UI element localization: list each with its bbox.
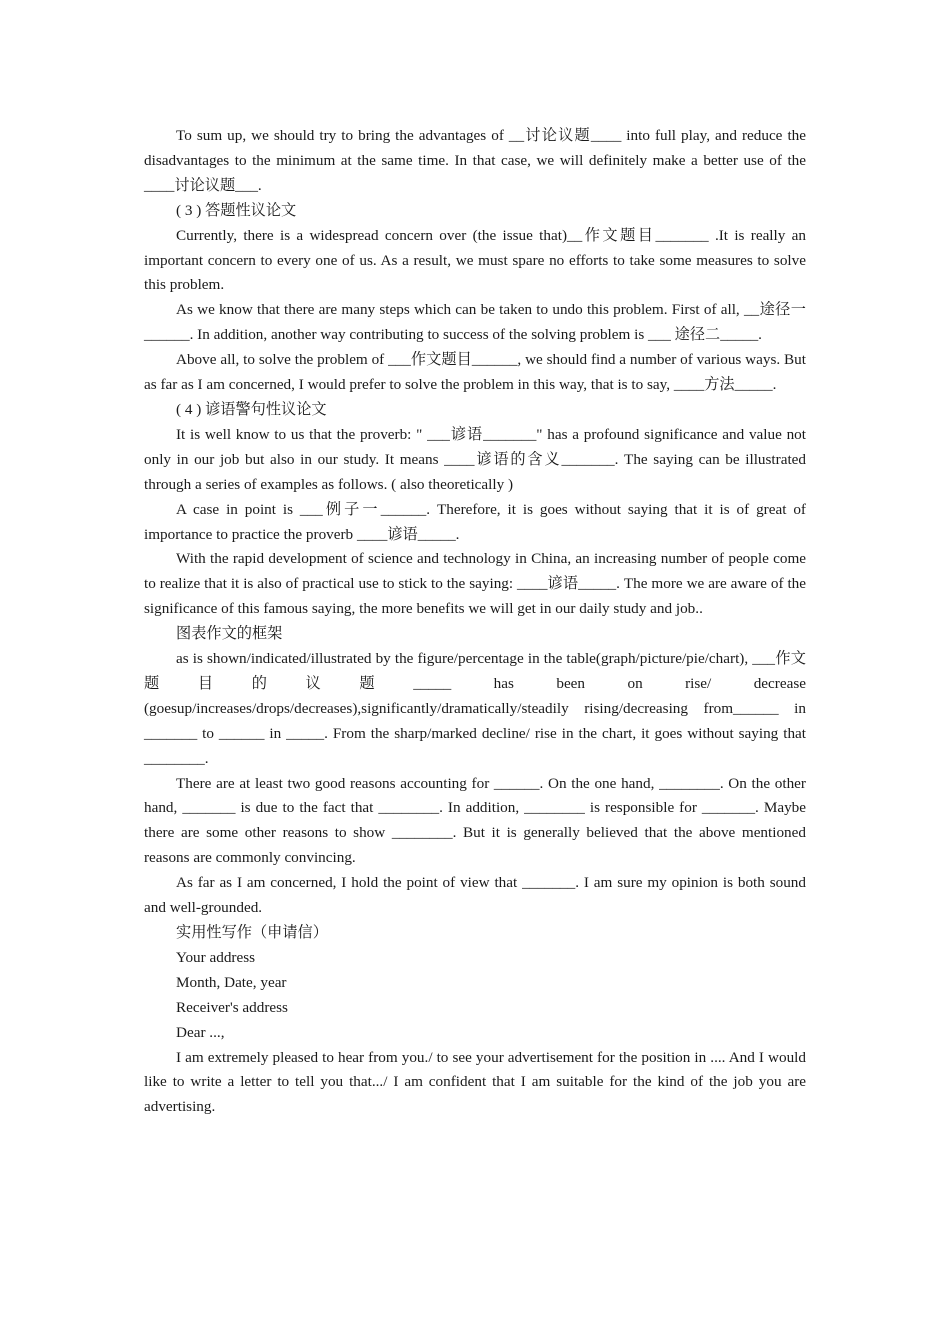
letter-date: Month, Date, year	[176, 973, 287, 991]
paragraph-proverb: It is well know to us that the proverb: " ___谚语_______" has a profound significance and value not only in our job but also in our study. It means ____谚语的含义_______. The saying can be illustrated through a series of examples as follows. ( also theoretically )	[144, 425, 806, 493]
letter-salutation: Dear ...,	[176, 1023, 225, 1041]
section-heading-3: ( 3 ) 答题性议论文	[176, 201, 297, 219]
section-heading-chart: 图表作文的框架	[176, 625, 283, 643]
section-heading-letter: 实用性写作（申请信）	[176, 924, 328, 941]
letter-receiver-address: Receiver's address	[176, 998, 288, 1016]
paragraph-above-all: Above all, to solve the problem of ___作文题目______, we should find a number of various ways. But as far as I am concerned, I would prefer to solve the problem in this way, that is to say, ____方法_____.	[144, 351, 806, 394]
paragraph-opinion: As far as I am concerned, I hold the point of view that _______. I am sure my opinion is both sound and well-grounded.	[144, 874, 806, 917]
paragraph-case: A case in point is ___例子一______. Therefore, it is goes without saying that it is of great of importance to practice the proverb ____谚语_____.	[144, 500, 806, 543]
paragraph-reasons: There are at least two good reasons accounting for ______. On the one hand, ________. On the other hand, _______ is due to the fact that ________. In addition, ________ is responsible for _______. Maybe there are some other reasons to show ________. But it is generally believed that the above mentioned reasons are commonly convincing.	[144, 774, 806, 867]
letter-body: I am extremely pleased to hear from you./ to see your advertisement for the position in .... And I would like to write a letter to tell you that.../ I am confident that I am suitable for the kind of the job you are advertising.	[144, 1048, 806, 1116]
paragraph-steps: As we know that there are many steps which can be taken to undo this problem. First of all, __途径一______. In addition, another way contributing to success of the solving problem is ___ 途径二_____.	[144, 301, 806, 344]
letter-your-address: Your address	[176, 948, 256, 966]
paragraph-concern: Currently, there is a widespread concern over (the issue that)__作文题目_______ .It is really an important concern to every one of us. As a result, we must spare no efforts to take some measures to solve this problem.	[144, 226, 806, 294]
document-body	[144, 124, 806, 1120]
paragraph-development: With the rapid development of science and technology in China, an increasing number of people come to realize that it is also of practical use to stick to the saying: ____谚语_____. The more we are aware of the significance of this famous saying, the more benefits we will get in our daily study and job..	[144, 550, 806, 618]
section-heading-4: ( 4 ) 谚语警句性议论文	[176, 400, 327, 418]
paragraph-conclusion: To sum up, we should try to bring the advantages of __讨论议题____ into full play, and reduce the disadvantages to the minimum at the same time. In that case, we will definitely make a better use of the ____讨论议题___.	[144, 127, 806, 194]
paragraph-chart: as is shown/indicated/illustrated by the figure/percentage in the table(graph/picture/pie/chart), ___作文题目的议题_____ has been on rise/ decrease (goesup/increases/drops/decreases),significantly/dramatically/steadily rising/decreasing from______ in _______ to ______ in _____. From the sharp/marked decline/ rise in the chart, it goes without saying that ________.	[144, 650, 806, 767]
